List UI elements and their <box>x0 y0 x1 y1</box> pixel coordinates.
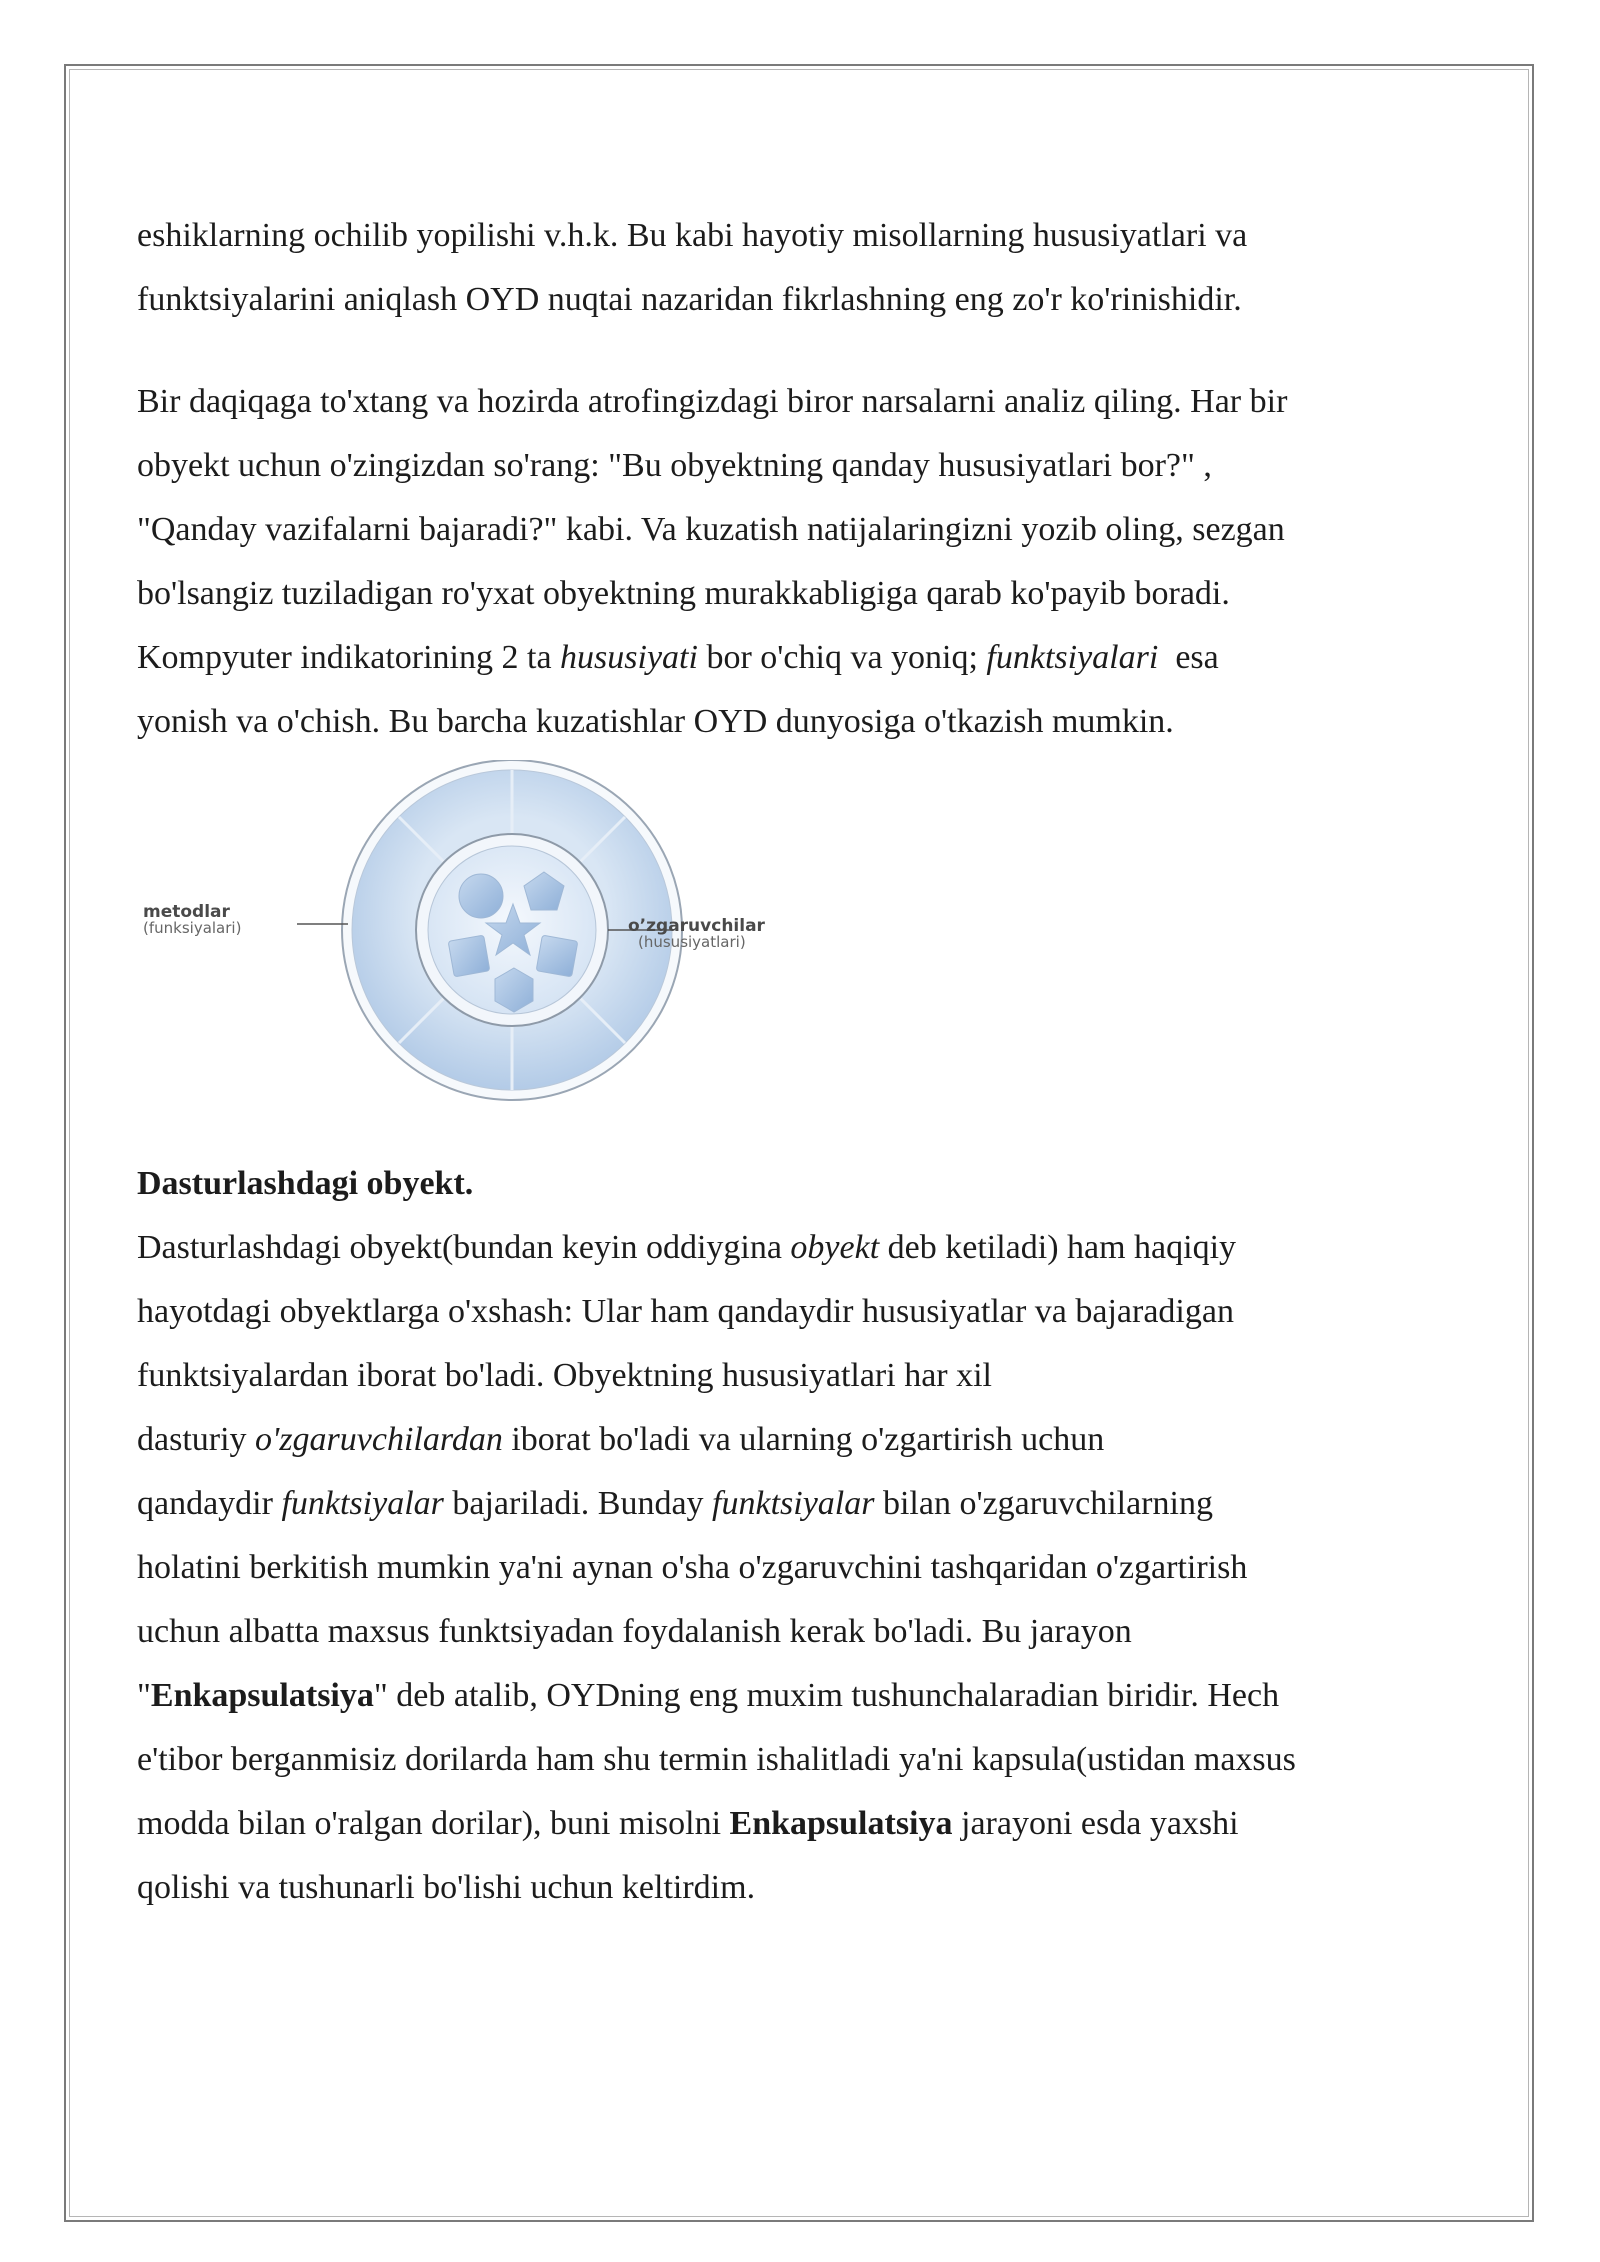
text-line: uchun albatta maxsus funktsiyadan foydalanish kerak bo'ladi. Bu jarayon <box>137 1613 1132 1650</box>
paragraph-3 <box>137 1216 1437 1920</box>
text-run: iborat bo'ladi va ularning o'zgartirish uchun <box>502 1421 1105 1458</box>
square-shape-left <box>448 935 490 977</box>
text-run: bilan o'zgaruvchilarning <box>874 1485 1213 1522</box>
text-run: bor o'chiq va yoniq; <box>697 639 987 676</box>
variables-label <box>628 918 765 950</box>
text-line: eshiklarning ochilib yopilishi v.h.k. Bu kabi hayotiy misollarning hususiyatlari va <box>137 217 1248 254</box>
document-body <box>137 204 1437 1920</box>
text-line: bo'lsangiz tuziladigan ro'yxat obyektning murakkabligiga qarab ko'payib boradi. <box>137 575 1230 612</box>
text-line: obyekt uchun o'zingizdan so'rang: "Bu obyektning qanday hususiyatlari bor?" , <box>137 447 1212 484</box>
text-line: Kompyuter indikatorining 2 ta <box>137 639 561 676</box>
bold-term: Enkapsulatsiya <box>729 1805 953 1842</box>
circle-shape <box>459 874 503 918</box>
text-run: " <box>137 1677 151 1714</box>
bold-term: Enkapsulatsiya <box>150 1677 374 1714</box>
paragraph-2 <box>137 370 1437 754</box>
methods-label <box>143 904 241 936</box>
italic-term: hususiyati <box>560 639 698 676</box>
text-run: " deb atalib, OYDning eng muxim tushunchalaradian biridir. Hech <box>373 1677 1280 1714</box>
variables-label-title: o’zgaruvchilar <box>628 916 765 936</box>
text-line: "Qanday vazifalarni bajaradi?" kabi. Va kuzatish natijalaringizni yozib oling, sezgan <box>137 511 1285 548</box>
italic-term: o'zgaruvchilardan <box>255 1421 503 1458</box>
text-line: e'tibor berganmisiz dorilarda ham shu termin ishalitladi ya'ni kapsula(ustidan maxsus <box>137 1741 1296 1778</box>
text-line: funktsiyalardan iborat bo'ladi. Obyektning hususiyatlari har xil <box>137 1357 992 1394</box>
italic-term: funktsiyalari <box>986 639 1159 676</box>
italic-term: obyekt <box>790 1229 880 1266</box>
italic-term: funktsiyalar <box>712 1485 875 1522</box>
square-shape-right <box>536 935 578 977</box>
text-run: modda bilan o'ralgan dorilar), buni misolni <box>137 1805 730 1842</box>
text-line: qolishi va tushunarli bo'lishi uchun keltirdim. <box>137 1869 756 1906</box>
text-line: hayotdagi obyektlarga o'xshash: Ular ham qandaydir hususiyatlar va bajaradigan <box>137 1293 1234 1330</box>
variables-label-subtitle: (hususiyatlari) <box>638 933 746 951</box>
text-line: funktsiyalarini aniqlash OYD nuqtai nazaridan fikrlashning eng zo'r ko'rinishidir. <box>137 281 1242 318</box>
text-run: jarayoni esda yaxshi <box>952 1805 1239 1842</box>
text-run: dasturiy <box>137 1421 256 1458</box>
text-line: holatini berkitish mumkin ya'ni aynan o'sha o'zgaruvchini tashqaridan o'zgartirish <box>137 1549 1248 1586</box>
italic-term: funktsiyalar <box>281 1485 444 1522</box>
text-run: esa <box>1158 639 1219 676</box>
object-diagram <box>131 760 791 1138</box>
paragraph-1 <box>137 204 1437 332</box>
methods-label-subtitle: (funksiyalari) <box>143 919 242 937</box>
paragraph-spacer <box>137 332 1437 370</box>
text-run: bajariladi. Bunday <box>443 1485 713 1522</box>
text-line: Bir daqiqaga to'xtang va hozirda atrofingizdagi biror narsalarni analiz qiling. Har bir <box>137 383 1288 420</box>
text-run: qandaydir <box>137 1485 282 1522</box>
section-heading: Dasturlashdagi obyekt. <box>137 1165 474 1202</box>
text-line: yonish va o'chish. Bu barcha kuzatishlar OYD dunyosiga o'tkazish mumkin. <box>137 703 1174 740</box>
text-run: Dasturlashdagi obyekt(bundan keyin oddiygina <box>137 1229 791 1266</box>
text-run: deb ketiladi) ham haqiqiy <box>879 1229 1237 1266</box>
methods-label-title: metodlar <box>143 902 230 922</box>
